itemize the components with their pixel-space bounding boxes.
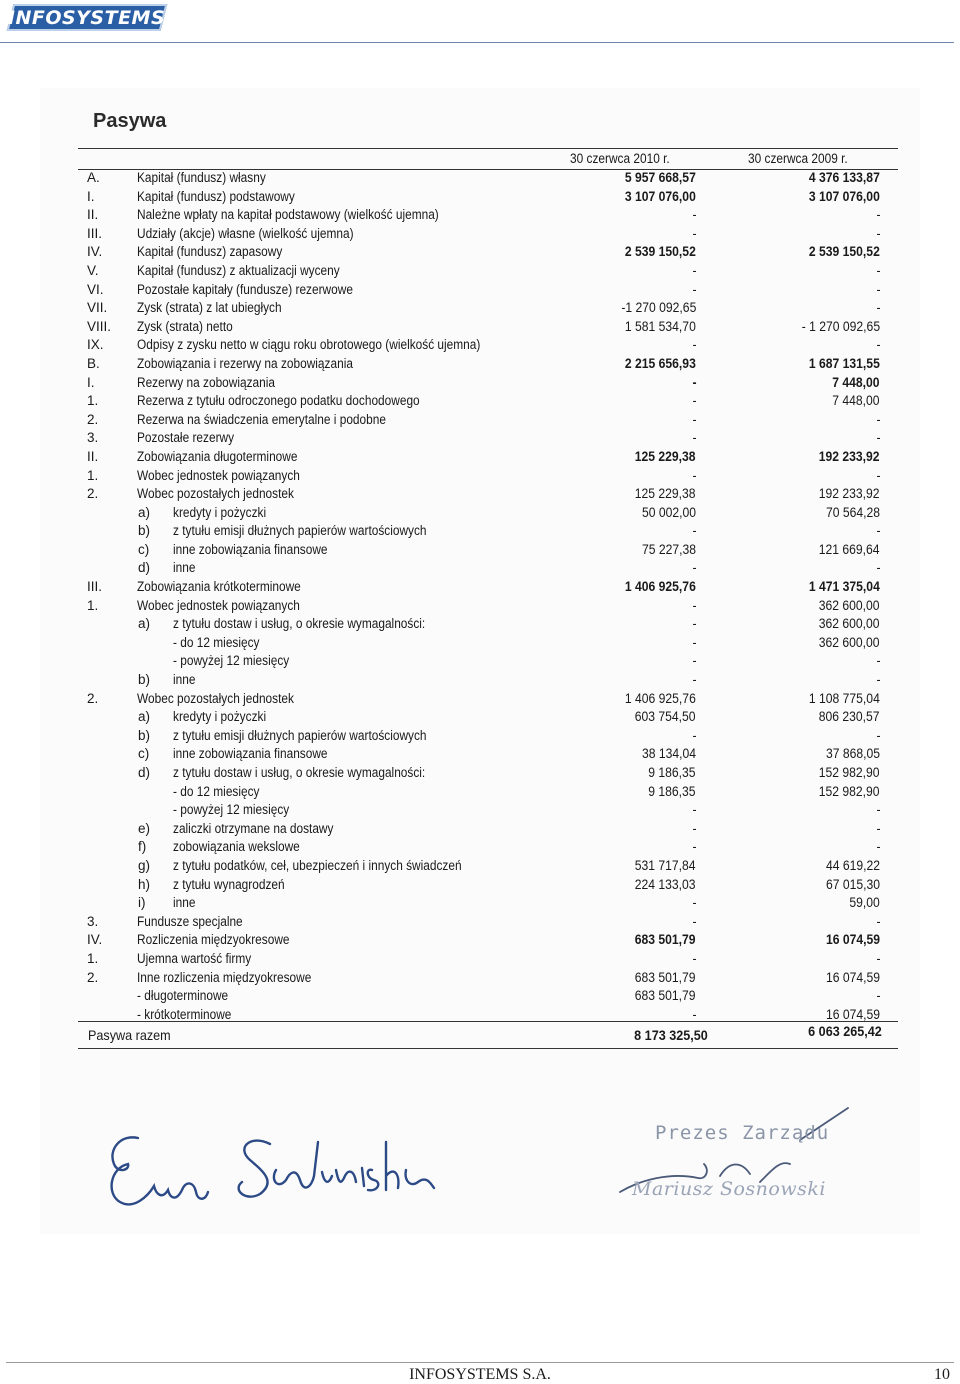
row-label: Należne wpłaty na kapitał podstawowy (wielkość ujemna) <box>137 207 439 223</box>
stamp-name: Mariusz Sosnowski <box>632 1178 826 1200</box>
value-2010: - <box>691 374 696 390</box>
table-row <box>0 429 960 448</box>
row-label: kredyty i pożyczki <box>173 709 267 725</box>
row-label: Rezerwy na zobowiązania <box>137 374 276 390</box>
table-row <box>0 783 960 802</box>
row-label: inne <box>173 895 196 911</box>
value-2009: - <box>875 839 880 855</box>
value-2010: - <box>691 411 696 427</box>
row-number: g) <box>138 857 151 873</box>
value-2009: - <box>875 337 880 353</box>
value-2009: 67 015,30 <box>825 876 880 892</box>
row-label: kredyty i pożyczki <box>173 504 267 520</box>
row-number: d) <box>138 765 151 780</box>
value-2009: - <box>875 300 880 316</box>
value-2010: - <box>691 523 696 539</box>
row-number: A. <box>87 170 100 185</box>
value-2010: 38 134,04 <box>641 746 696 762</box>
row-number: 3. <box>87 913 99 929</box>
value-2009: 3 107 076,00 <box>809 188 880 204</box>
infosystems-logo: INFOSYSTEMS <box>7 4 168 31</box>
value-2010: 603 754,50 <box>635 709 696 725</box>
table-row <box>0 299 960 318</box>
value-2010: - <box>691 430 696 446</box>
table-row <box>0 969 960 988</box>
value-2009: - <box>875 653 880 669</box>
table-row <box>0 745 960 764</box>
row-label: Kapitał (fundusz) zapasowy <box>137 244 283 260</box>
table-row <box>0 225 960 244</box>
value-2009: - <box>875 672 880 688</box>
table-row <box>0 876 960 895</box>
column-header-2010: 30 czerwca 2010 r. <box>570 151 670 166</box>
table-row <box>0 597 960 616</box>
row-label: Zysk (strata) netto <box>137 318 233 334</box>
row-number: IV. <box>87 932 103 948</box>
handwritten-signature-left <box>100 1120 460 1220</box>
table-row <box>0 262 960 281</box>
stamp-title: Prezes Zarządu <box>655 1122 830 1144</box>
table-row <box>0 522 960 541</box>
row-number: 3. <box>87 430 99 446</box>
table-row <box>0 392 960 411</box>
value-2009: - <box>875 411 880 427</box>
row-label: Zysk (strata) z lat ubiegłych <box>137 300 282 316</box>
value-2009: 121 669,64 <box>819 541 880 557</box>
value-2010: - <box>691 616 696 632</box>
value-2010: 1 581 534,70 <box>625 318 696 334</box>
row-number: b) <box>138 727 151 743</box>
row-number: 1. <box>87 597 99 613</box>
table-row <box>0 411 960 430</box>
table-row <box>0 559 960 578</box>
value-2009: - 1 270 092,65 <box>801 318 880 334</box>
row-number: II. <box>87 207 99 223</box>
value-2009: - <box>875 207 880 223</box>
table-row <box>0 188 960 207</box>
value-2009: 16 074,59 <box>825 932 880 948</box>
row-label: Zobowiązania i rezerwy na zobowiązania <box>137 355 353 371</box>
table-row <box>0 504 960 523</box>
value-2009: 37 868,05 <box>825 746 880 762</box>
row-number: I. <box>87 374 95 390</box>
value-2009: 16 074,59 <box>825 1006 880 1022</box>
table-row <box>0 541 960 560</box>
table-row <box>0 634 960 653</box>
value-2009: 44 619,22 <box>825 857 880 873</box>
row-number: h) <box>138 876 151 892</box>
table-row <box>0 206 960 225</box>
row-number: b) <box>138 523 151 539</box>
row-label: Kapitał (fundusz) podstawowy <box>137 188 295 204</box>
value-2010: 683 501,79 <box>635 969 696 985</box>
row-number: 2. <box>87 486 99 502</box>
row-label: Pozostałe rezerwy <box>137 430 235 446</box>
row-number: IV. <box>87 244 103 260</box>
value-2010: - <box>691 634 696 650</box>
table-top-rule <box>78 148 898 149</box>
value-2009: 152 982,90 <box>819 783 880 799</box>
row-label: z tytułu dostaw i usług, o okresie wymagalności: <box>173 616 426 632</box>
row-label: Ujemna wartość firmy <box>137 950 252 966</box>
value-2010: 531 717,84 <box>635 857 696 873</box>
row-label: z tytułu wynagrodzeń <box>173 876 285 892</box>
table-row <box>0 578 960 597</box>
row-label: Rezerwa na świadczenia emerytalne i podobne <box>137 411 386 427</box>
table-row <box>0 764 960 783</box>
value-2009: 59,00 <box>849 895 880 911</box>
table-row <box>0 652 960 671</box>
value-2009: - <box>875 262 880 278</box>
value-2009: 192 233,92 <box>819 486 880 502</box>
value-2009: - <box>875 225 880 241</box>
value-2010: - <box>691 950 696 966</box>
total-label: Pasywa razem <box>88 1027 171 1043</box>
value-2010: -1 270 092,65 <box>621 300 696 316</box>
value-2009: - <box>875 430 880 446</box>
table-row <box>0 820 960 839</box>
value-2009: - <box>875 802 880 818</box>
value-2010: 50 002,00 <box>641 504 696 520</box>
header-rule <box>0 42 954 43</box>
row-number: a) <box>138 616 151 632</box>
value-2009: 362 600,00 <box>819 616 880 632</box>
value-2010: - <box>691 802 696 818</box>
value-2010: - <box>691 207 696 223</box>
table-row <box>0 448 960 467</box>
value-2010: 224 133,03 <box>635 876 696 892</box>
table-row <box>0 913 960 932</box>
value-2010: - <box>691 597 696 613</box>
row-label: inne <box>173 560 196 576</box>
total-value-2010: 8 173 325,50 <box>634 1027 708 1043</box>
value-2010: - <box>691 895 696 911</box>
table-row <box>0 467 960 486</box>
table-row <box>0 374 960 393</box>
total-top-rule <box>78 1021 898 1022</box>
table-row <box>0 950 960 969</box>
value-2010: 683 501,79 <box>635 988 696 1004</box>
row-label: Wobec jednostek powiązanych <box>137 597 300 613</box>
value-2009: 806 230,57 <box>819 709 880 725</box>
row-number: e) <box>138 820 151 836</box>
row-label: z tytułu dostaw i usług, o okresie wymagalności: <box>173 765 426 780</box>
value-2010: - <box>691 337 696 353</box>
value-2010: - <box>691 672 696 688</box>
table-row <box>0 615 960 634</box>
value-2009: 2 539 150,52 <box>809 244 880 260</box>
value-2009: - <box>875 950 880 966</box>
table-row <box>0 801 960 820</box>
total-bottom-rule <box>78 1048 898 1049</box>
table-row <box>0 169 960 188</box>
table-row <box>0 281 960 300</box>
row-number: 2. <box>87 969 99 985</box>
value-2009: 4 376 133,87 <box>809 170 880 185</box>
column-header-2009: 30 czerwca 2009 r. <box>748 151 848 166</box>
table-row <box>0 485 960 504</box>
value-2010: - <box>691 913 696 929</box>
value-2009: 7 448,00 <box>832 374 880 390</box>
value-2010: - <box>691 560 696 576</box>
row-number: VI. <box>87 281 104 297</box>
row-label: Rozliczenia międzyokresowe <box>137 932 290 948</box>
value-2010: - <box>691 653 696 669</box>
value-2010: - <box>691 281 696 297</box>
value-2009: 1 471 375,04 <box>809 579 880 595</box>
table-row <box>0 708 960 727</box>
value-2009: - <box>875 727 880 743</box>
value-2009: 362 600,00 <box>819 597 880 613</box>
value-2010: 125 229,38 <box>635 448 696 464</box>
row-number: 2. <box>87 690 99 706</box>
row-label: Udziały (akcje) własne (wielkość ujemna) <box>137 225 354 241</box>
page-number: 10 <box>934 1366 950 1383</box>
value-2010: 75 227,38 <box>641 541 696 557</box>
value-2010: - <box>691 820 696 836</box>
value-2010: - <box>691 225 696 241</box>
row-number: B. <box>87 355 100 371</box>
value-2010: 1 406 925,76 <box>625 690 696 706</box>
row-number: IX. <box>87 337 104 353</box>
row-label: Fundusze specjalne <box>137 913 243 929</box>
row-number: 1. <box>87 950 99 966</box>
row-label: z tytułu emisji dłużnych papierów wartościowych <box>173 727 427 743</box>
value-2009: 152 982,90 <box>819 765 880 780</box>
value-2009: 1 108 775,04 <box>809 690 880 706</box>
value-2009: - <box>875 523 880 539</box>
row-label: - powyżej 12 miesięcy <box>173 802 290 818</box>
value-2009: - <box>875 913 880 929</box>
table-row <box>0 931 960 950</box>
table-row <box>0 318 960 337</box>
row-label: z tytułu podatków, ceł, ubezpieczeń i innych świadczeń <box>173 857 462 873</box>
row-label: Wobec pozostałych jednostek <box>137 690 294 706</box>
row-label: Zobowiązania krótkoterminowe <box>137 579 301 595</box>
value-2009: 1 687 131,55 <box>809 355 880 371</box>
footer-company: INFOSYSTEMS S.A. <box>409 1366 551 1383</box>
value-2009: 16 074,59 <box>825 969 880 985</box>
row-number: a) <box>138 709 151 725</box>
row-number: III. <box>87 579 103 595</box>
row-label: Rezerwa z tytułu odroczonego podatku dochodowego <box>137 393 420 409</box>
row-number: c) <box>138 746 150 762</box>
table-row <box>0 987 960 1006</box>
value-2010: 3 107 076,00 <box>625 188 696 204</box>
row-number: f) <box>138 839 147 855</box>
value-2010: 2 539 150,52 <box>625 244 696 260</box>
table-row <box>0 336 960 355</box>
row-label: Pozostałe kapitały (fundusze) rezerwowe <box>137 281 353 297</box>
total-value-2009: 6 063 265,42 <box>808 1023 882 1039</box>
row-number: II. <box>87 448 99 464</box>
value-2010: 9 186,35 <box>648 783 696 799</box>
row-label: zobowiązania wekslowe <box>173 839 300 855</box>
row-number: VII. <box>87 300 108 316</box>
balance-table <box>0 169 960 1024</box>
row-label: inne <box>173 672 196 688</box>
row-label: - do 12 miesięcy <box>173 783 260 799</box>
value-2009: 192 233,92 <box>819 448 880 464</box>
value-2009: 70 564,28 <box>825 504 880 520</box>
row-label: Odpisy z zysku netto w ciągu roku obrotowego (wielkość ujemna) <box>137 337 481 353</box>
table-row <box>0 838 960 857</box>
row-label: Zobowiązania długoterminowe <box>137 448 298 464</box>
value-2009: - <box>875 988 880 1004</box>
value-2010: - <box>691 467 696 483</box>
value-2010: 9 186,35 <box>648 765 696 780</box>
row-label: inne zobowiązania finansowe <box>173 746 328 762</box>
page-title: Pasywa <box>93 110 167 132</box>
row-number: 1. <box>87 393 99 409</box>
value-2010: 683 501,79 <box>635 932 696 948</box>
value-2010: 5 957 668,57 <box>625 170 696 185</box>
value-2010: - <box>691 262 696 278</box>
row-number: V. <box>87 262 99 278</box>
value-2009: - <box>875 281 880 297</box>
row-number: d) <box>138 560 151 576</box>
row-number: b) <box>138 672 151 688</box>
row-number: a) <box>138 504 151 520</box>
row-number: i) <box>138 895 146 911</box>
row-number: III. <box>87 225 103 241</box>
value-2010: - <box>691 393 696 409</box>
value-2010: 2 215 656,93 <box>625 355 696 371</box>
value-2010: 1 406 925,76 <box>625 579 696 595</box>
row-label: zaliczki otrzymane na dostawy <box>173 820 334 836</box>
row-label: - do 12 miesięcy <box>173 634 260 650</box>
table-row <box>0 690 960 709</box>
row-label: inne zobowiązania finansowe <box>173 541 328 557</box>
row-number: VIII. <box>87 318 112 334</box>
value-2010: - <box>691 839 696 855</box>
footer-rule <box>6 1362 954 1363</box>
row-label: z tytułu emisji dłużnych papierów wartościowych <box>173 523 427 539</box>
table-row <box>0 727 960 746</box>
table-row <box>0 355 960 374</box>
row-label: Kapitał (fundusz) własny <box>137 170 266 185</box>
table-row <box>0 857 960 876</box>
value-2009: 7 448,00 <box>832 393 880 409</box>
value-2009: - <box>875 467 880 483</box>
row-label: - powyżej 12 miesięcy <box>173 653 290 669</box>
value-2010: - <box>691 1006 696 1022</box>
row-label: - długoterminowe <box>137 988 229 1004</box>
row-label: Wobec jednostek powiązanych <box>137 467 300 483</box>
row-label: Kapitał (fundusz) z aktualizacji wyceny <box>137 262 340 278</box>
row-label: Wobec pozostałych jednostek <box>137 486 294 502</box>
row-label: Inne rozliczenia międzyokresowe <box>137 969 312 985</box>
value-2010: - <box>691 727 696 743</box>
value-2009: - <box>875 820 880 836</box>
row-number: c) <box>138 541 150 557</box>
row-number: 1. <box>87 467 99 483</box>
table-row <box>0 243 960 262</box>
value-2009: - <box>875 560 880 576</box>
row-number: I. <box>87 188 95 204</box>
row-number: 2. <box>87 411 99 427</box>
table-row <box>0 671 960 690</box>
row-label: - krótkoterminowe <box>137 1006 232 1022</box>
table-row <box>0 894 960 913</box>
value-2010: 125 229,38 <box>635 486 696 502</box>
value-2009: 362 600,00 <box>819 634 880 650</box>
